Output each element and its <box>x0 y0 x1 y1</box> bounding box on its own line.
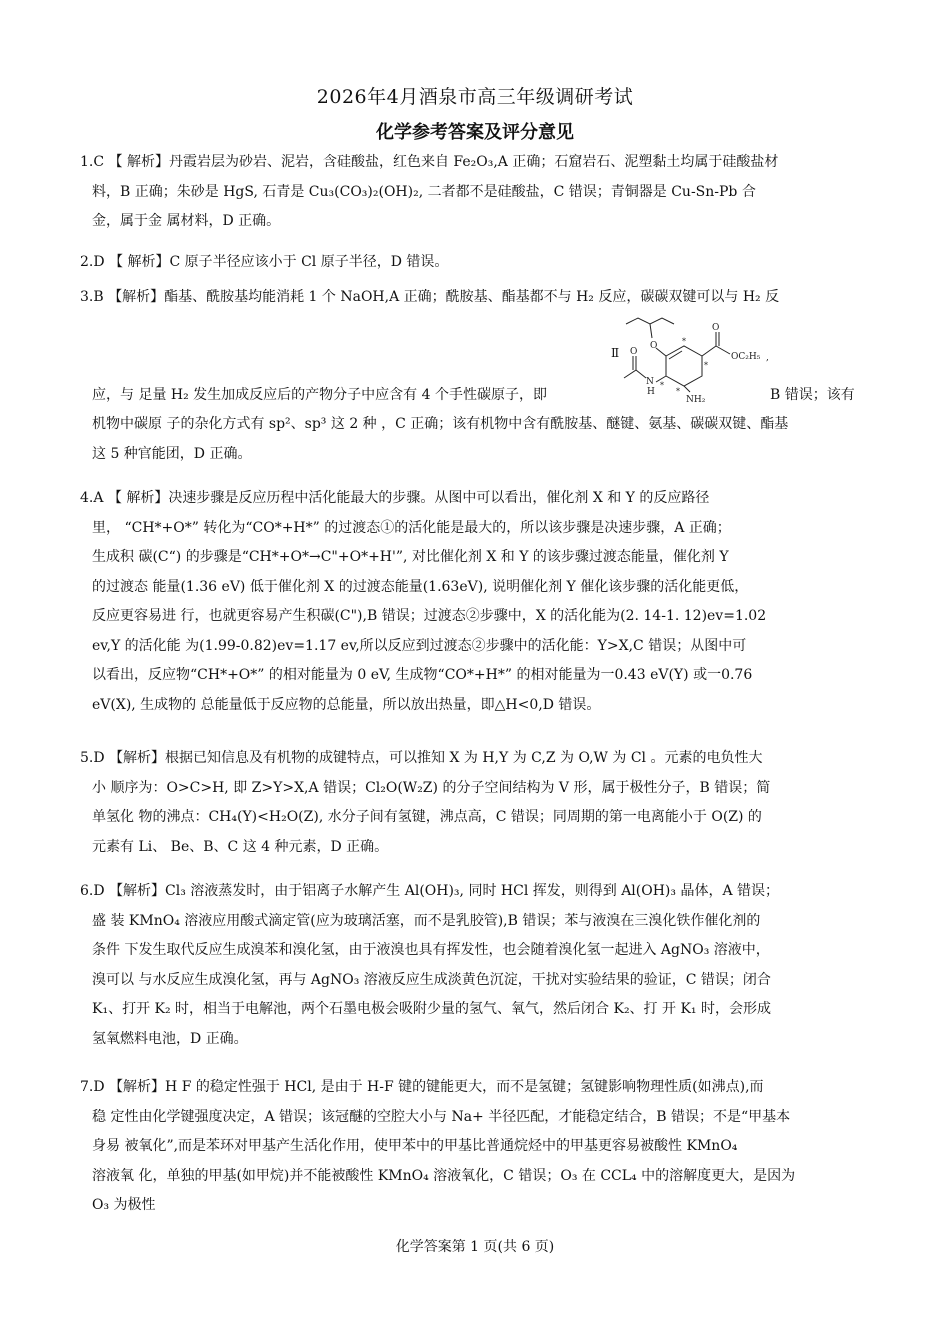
answer-line: 的过渡态 能量(1.36 eV) 低于催化剂 X 的过渡态能量(1.63eV), 说明催化剂 Y 催化该步骤的活化能更低， <box>92 578 749 595</box>
document-title: 2026年4月酒泉市高三年级调研考试 <box>316 86 634 108</box>
answer-line: 生成积 碳(C“) 的步骤是“CH*+O*→C"+O*+H'”, 对比催化剂 X 和 Y 的该步骤过渡态能量，催化剂 Y <box>92 549 729 565</box>
answer-4 <box>80 484 880 720</box>
answer-3-after-structure <box>770 381 880 411</box>
answer-line: K₁、打开 K₂ 时，相当于电解池，两个石墨电极会吸附少量的氢气、氧气，然后闭合 K₂、打 开 K₁ 时，会形成 <box>92 1001 771 1017</box>
answer-line: ev,Y 的活化能 为(1.99-0.82)ev=1.17 ev,所以反应到过渡态②步骤中的活化能：Y>X,C 错误；从图中可 <box>92 637 747 654</box>
answer-line: 溶液氧 化，单独的甲基(如甲烷)并不能被酸性 KMnO₄ 溶液氧化，C 错误；O₃ 在 CCL₄ 中的溶解度更大，是因为 <box>92 1167 796 1184</box>
answer-line: 4.A 【 解析】决速步骤是反应历程中活化能最大的步骤。从图中可以看出，催化剂 X 和 Y 的反应路径 <box>80 490 710 506</box>
answer-line: 盛 装 KMnO₄ 溶液应用酸式滴定管(应为玻璃活塞，而不是乳胶管),B 错误；苯与液溴在三溴化铁作催化剂的 <box>92 912 761 929</box>
answer-line: 这 5 种官能团，D 正确。 <box>92 445 252 462</box>
answer-line: B 错误；该有 <box>770 387 855 403</box>
answer-line: 里， “CH*+O*” 转化为“CO*+H*” 的过渡态①的活化能是最大的，所以该步骤是决速步骤，A 正确； <box>92 519 731 536</box>
answer-line: 条件 下发生取代反应生成溴苯和溴化氢，由于液溴也具有挥发性，也会随着溴化氢一起进入 AgNO₃ 溶液中， <box>92 942 770 958</box>
svg-text:NH₂: NH₂ <box>686 395 706 402</box>
answer-line: 6.D 【解析】Cl₃ 溶液蒸发时，由于铝离子水解产生 Al(OH)₃, 同时 HCl 挥发，则得到 Al(OH)₃ 晶体，A 错误； <box>80 883 780 899</box>
svg-text:O: O <box>712 323 720 333</box>
answer-line: 氢氧燃料电池，D 正确。 <box>92 1030 248 1047</box>
answer-7 <box>80 1073 880 1221</box>
answer-5 <box>80 744 880 862</box>
answer-line: 以看出，反应物“CH*+O*” 的相对能量为 0 eV, 生成物“CO*+H*” 的相对能量为一0.43 eV(Y) 或一0.76 <box>92 667 753 683</box>
answer-line: 2.D 【 解析】C 原子半径应该小于 Cl 原子半径，D 错误。 <box>80 254 449 270</box>
answer-line: 身易 被氧化”,而是苯环对甲基产生活化作用，使甲苯中的甲基比普通烷烃中的甲基更容易被酸性 KMnO₄ <box>92 1138 738 1154</box>
chemical-structure-image <box>612 312 782 402</box>
svg-text:N: N <box>646 377 654 387</box>
answer-line: 5.D 【解析】根据已知信息及有机物的成键特点，可以推知 X 为 H,Y 为 C,Z 为 O,W 为 Cl 。元素的电负性大 <box>80 750 763 766</box>
svg-text:OC₂H₅: OC₂H₅ <box>731 352 761 362</box>
answer-line: 应，与 足量 H₂ 发生加成反应后的产物分子中应含有 4 个手性碳原子，即 <box>92 387 547 403</box>
svg-text:*: * <box>676 387 680 396</box>
answer-3 <box>80 283 880 313</box>
svg-text:*: * <box>704 361 708 370</box>
answer-3-rest <box>80 410 880 469</box>
structure-label: Ⅱ <box>611 346 620 360</box>
svg-text:,: , <box>766 353 769 363</box>
svg-text:*: * <box>682 337 686 346</box>
answer-line: 3.B 【解析】酯基、酰胺基均能消耗 1 个 NaOH,A 正确；酰胺基、酯基都不与 H₂ 反应，碳碳双键可以与 H₂ 反 <box>80 289 780 305</box>
answer-line: 单氢化 物的沸点：CH₄(Y)<H₂O(Z), 水分子间有氢键，沸点高，C 错误；同周期的第一电离能小于 O(Z) 的 <box>92 809 762 825</box>
answer-line: eV(X), 生成物的 总能量低于反应物的总能量，所以放出热量，即△H<0,D 错误。 <box>92 696 601 713</box>
svg-text:O: O <box>630 347 638 357</box>
svg-text:*: * <box>660 381 664 390</box>
answer-line: 机物中碳原 子的杂化方式有 sp²、sp³ 这 2 种 ，C 正确；该有机物中含有酰胺基、醚键、氨基、碳碳双键、酯基 <box>92 416 789 432</box>
answer-line: 溴可以 与水反应生成溴化氢，再与 AgNO₃ 溶液反应生成淡黄色沉淀，干扰对实验结果的验证，C 错误；闭合 <box>92 971 771 988</box>
answer-6 <box>80 877 880 1054</box>
answer-line: 元素有 Li、 Be、B、C 这 4 种元素，D 正确。 <box>92 838 389 855</box>
answer-line: 小 顺序为：O>C>H, 即 Z>Y>X,A 错误；Cl₂O(W₂Z) 的分子空间结构为 V 形，属于极性分子，B 错误；简 <box>92 779 771 796</box>
answer-line: O₃ 为极性 <box>92 1197 156 1213</box>
answer-line: 7.D 【解析】H F 的稳定性强于 HCl, 是由于 H-F 键的键能更大，而不是氢键；氢键影响物理性质(如沸点),而 <box>80 1079 764 1095</box>
answer-1 <box>80 148 880 237</box>
answer-line: 金，属于金 属材料，D 正确。 <box>92 213 281 229</box>
answer-line: 料，B 正确；朱砂是 HgS, 石青是 Cu₃(CO₃)₂(OH)₂, 二者都不是硅酸盐，C 错误；青铜器是 Cu-Sn-Pb 合 <box>92 183 756 200</box>
document-subtitle: 化学参考答案及评分意见 <box>376 122 574 143</box>
answer-line: 反应更容易进 行，也就更容易产生积碳(C"),B 错误；过渡态②步骤中，X 的活化能为(2. 14-1. 12)ev=1.02 <box>92 608 767 624</box>
svg-text:H: H <box>647 387 655 397</box>
answer-line: 稳 定性由化学键强度决定，A 错误；该冠醚的空腔大小与 Na+ 半径匹配，才能稳定结合，B 错误；不是“甲基本 <box>92 1108 791 1125</box>
answer-line: 1.C 【 解析】丹霞岩层为砂岩、泥岩，含硅酸盐，红色来自 Fe₂O₃,A 正确；石窟岩石、泥塑黏土均属于硅酸盐材 <box>80 154 779 170</box>
page-footer: 化学答案第 1 页(共 6 页) <box>395 1239 555 1255</box>
svg-text:O: O <box>650 341 658 351</box>
answer-2 <box>80 248 880 278</box>
